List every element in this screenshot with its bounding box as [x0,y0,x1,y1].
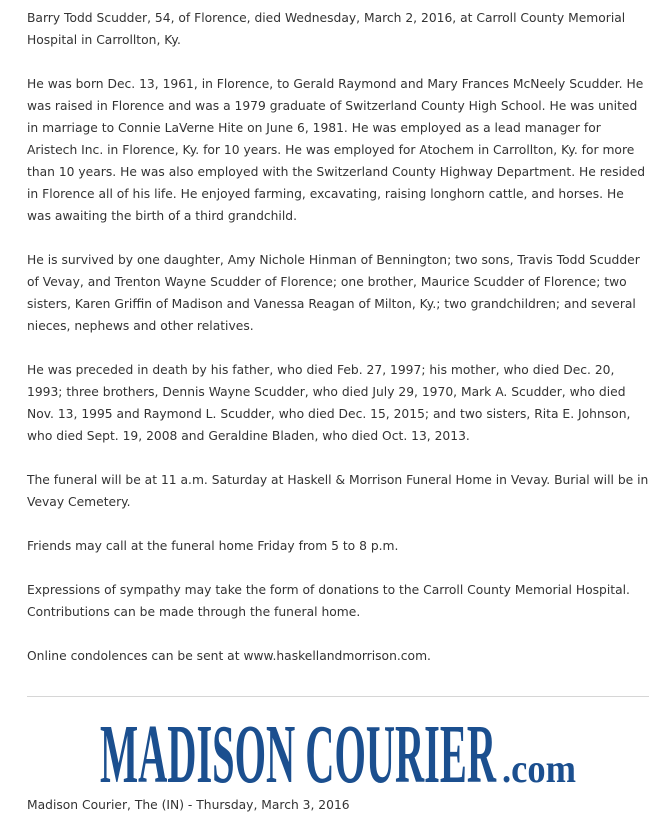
article-paragraph-7: Expressions of sympathy may take the form of donations to the Carroll County Memorial Hospital. Contributions can be made through the funeral home. [27,583,630,619]
obituary-article [27,7,651,689]
section-divider [27,696,649,697]
logo-suffix: .com [502,746,576,788]
article-paragraph-6: Friends may call at the funeral home Friday from 5 to 8 p.m. [27,539,399,553]
madison-courier-logo [100,712,580,788]
article-paragraph-4: He was preceded in death by his father, who died Feb. 27, 1997; his mother, who died Dec. 20, 1993; three brothers, Dennis Wayne Scudder, who died July 29, 1970, Mark A. Scudder, who died Nov. 13, 1995 and Raymond L. Scudder, who died Dec. 15, 2015; and two sisters, Rita E. Johnson, who died Sept. 19, 2008 and Geraldine Bladen, who died Oct. 13, 2013. [27,363,631,443]
article-paragraph-3: He is survived by one daughter, Amy Nichole Hinman of Bennington; two sons, Travis Todd Scudder of Vevay, and Trenton Wayne Scudder of Florence; one brother, Maurice Scudder of Florence; two sisters, Karen Griffin of Madison and Vanessa Reagan of Milton, Ky.; two grandchildren; and several nieces, nephews and other relatives. [27,253,640,333]
publication-source-line: Madison Courier, The (IN) - Thursday, March 3, 2016 [27,798,350,812]
logo-wordmark: MADISON COURIER [100,712,497,788]
article-paragraph-5: The funeral will be at 11 a.m. Saturday at Haskell & Morrison Funeral Home in Vevay. Burial will be in Vevay Cemetery. [27,473,649,509]
article-paragraph-8: Online condolences can be sent at www.haskellandmorrison.com. [27,649,431,663]
article-paragraph-1: Barry Todd Scudder, 54, of Florence, died Wednesday, March 2, 2016, at Carroll County Memorial Hospital in Carrollton, Ky. [27,11,626,47]
article-paragraph-2: He was born Dec. 13, 1961, in Florence, to Gerald Raymond and Mary Frances McNeely Scudder. He was raised in Florence and was a 1979 graduate of Switzerland County High School. He was united in marriage to Connie LaVerne Hite on June 6, 1981. He was employed as a lead manager for Aristech Inc. in Florence, Ky. for 10 years. He was employed for Atochem in Carrollton, Ky. for more than 10 years. He was also employed with the Switzerland County Highway Department. He resided in Florence all of his life. He enjoyed farming, excavating, raising longhorn cattle, and horses. He was awaiting the birth of a third grandchild. [27,77,646,223]
